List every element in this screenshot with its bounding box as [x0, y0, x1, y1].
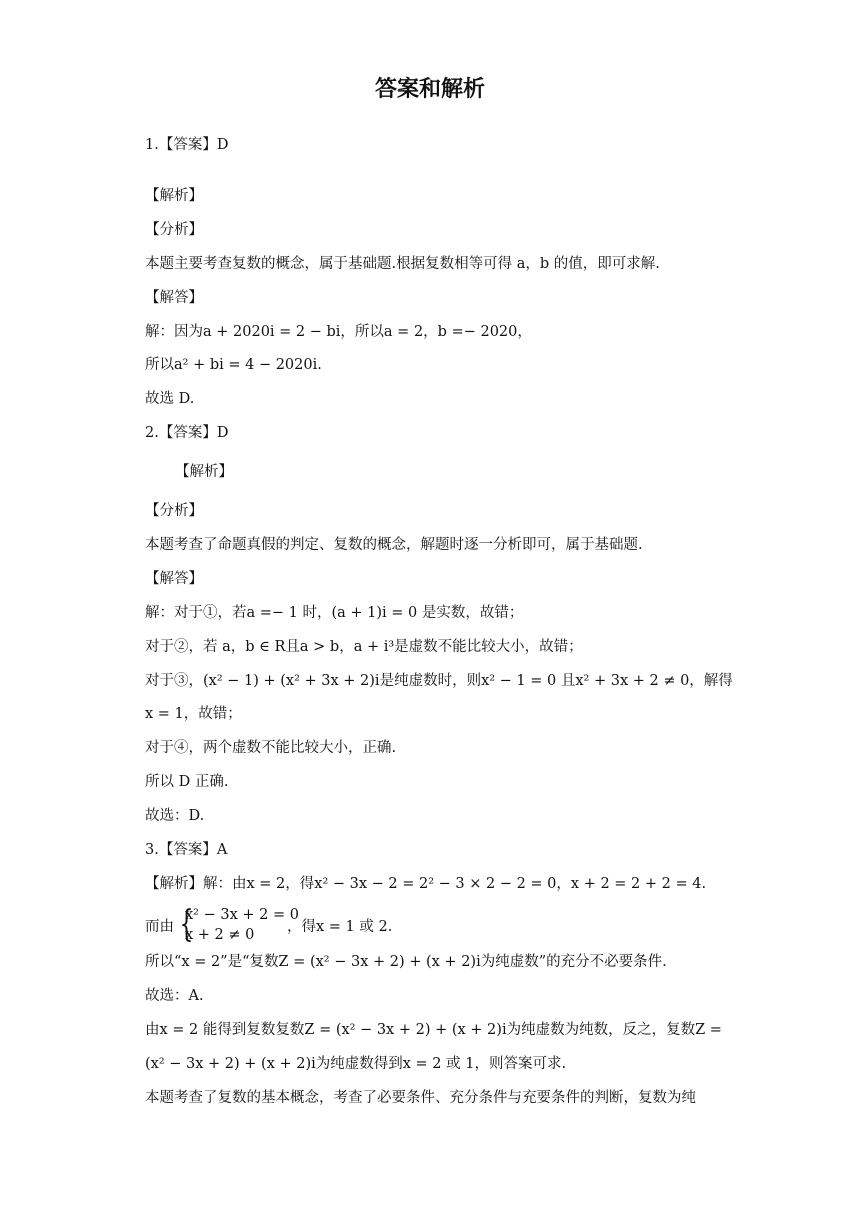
system-prefix: 而由	[145, 919, 174, 935]
q1-fenxi-text: 本题主要考查复数的概念，属于基础题.根据复数相等可得 a，b 的值，即可求解.	[145, 256, 660, 272]
q2-answer: 2.【答案】D	[145, 425, 229, 441]
q1-fenxi-heading: 【分析】	[145, 222, 203, 238]
q1-solution-line-2: 所以a² + bi = 4 − 2020i.	[145, 357, 322, 373]
q2-solution-line-1: 解：对于①，若a =− 1 时，(a + 1)i = 0 是实数，故错；	[145, 605, 524, 621]
q2-solution-line-4: x = 1，故错；	[145, 706, 242, 722]
q1-analysis-heading: 【解析】	[145, 188, 203, 204]
q2-conclusion: 所以 D 正确.	[145, 774, 229, 790]
q2-fenxi-text: 本题考查了命题真假的判定、复数的概念，解题时逐一分析即可，属于基础题.	[145, 537, 643, 553]
q1-answer: 1.【答案】D	[145, 137, 229, 153]
q1-choice: 故选 D.	[145, 391, 195, 407]
q2-choice: 故选：D.	[145, 808, 205, 824]
system-equation-2: x + 2 ≠ 0	[185, 927, 255, 943]
system-suffix: ，得x = 1 或 2.	[287, 919, 393, 935]
document-title: 答案和解析	[374, 77, 485, 102]
q2-solution-line-3: 对于③，(x² − 1) + (x² + 3x + 2)i是纯虚数时，则x² − 1 = 0 且x² + 3x + 2 ≠ 0，解得	[145, 673, 733, 689]
q1-solution-line-1: 解：因为a + 2020i = 2 − bi，所以a = 2，b =− 2020，	[145, 324, 532, 340]
q3-summary-line: 本题考查了复数的基本概念，考查了必要条件、充分条件与充要条件的判断，复数为纯	[145, 1090, 696, 1106]
system-equation-1: x² − 3x + 2 = 0	[185, 907, 299, 923]
q2-fenxi-heading: 【分析】	[145, 503, 203, 519]
q3-sufficiency-statement: 所以“x = 2”是“复数Z = (x² − 3x + 2) + (x + 2)i为纯虚数”的充分不必要条件.	[145, 954, 667, 970]
q1-jieda-heading: 【解答】	[145, 290, 203, 306]
q3-analysis-line-1: 【解析】解：由x = 2，得x² − 3x − 2 = 2² − 3 × 2 − 2 = 0，x + 2 = 2 + 2 = 4.	[145, 876, 707, 892]
q3-choice: 故选：A.	[145, 988, 204, 1004]
q3-explanation-line-2: (x² − 3x + 2) + (x + 2)i为纯虚数得到x = 2 或 1，则答案可求.	[145, 1056, 567, 1072]
q2-solution-line-2: 对于②，若 a，b ∈ R且a > b，a + i³是虚数不能比较大小，故错；	[145, 639, 583, 655]
q2-jieda-heading: 【解答】	[145, 571, 203, 587]
q2-solution-line-5: 对于④，两个虚数不能比较大小，正确.	[145, 740, 397, 756]
left-brace-icon: {	[179, 904, 194, 945]
q2-analysis-heading: 【解析】	[175, 464, 233, 480]
q3-explanation-line-1: 由x = 2 能得到复数复数Z = (x² − 3x + 2) + (x + 2)i为纯虚数为纯数，反之，复数Z =	[145, 1022, 722, 1038]
q3-answer: 3.【答案】A	[145, 842, 228, 858]
